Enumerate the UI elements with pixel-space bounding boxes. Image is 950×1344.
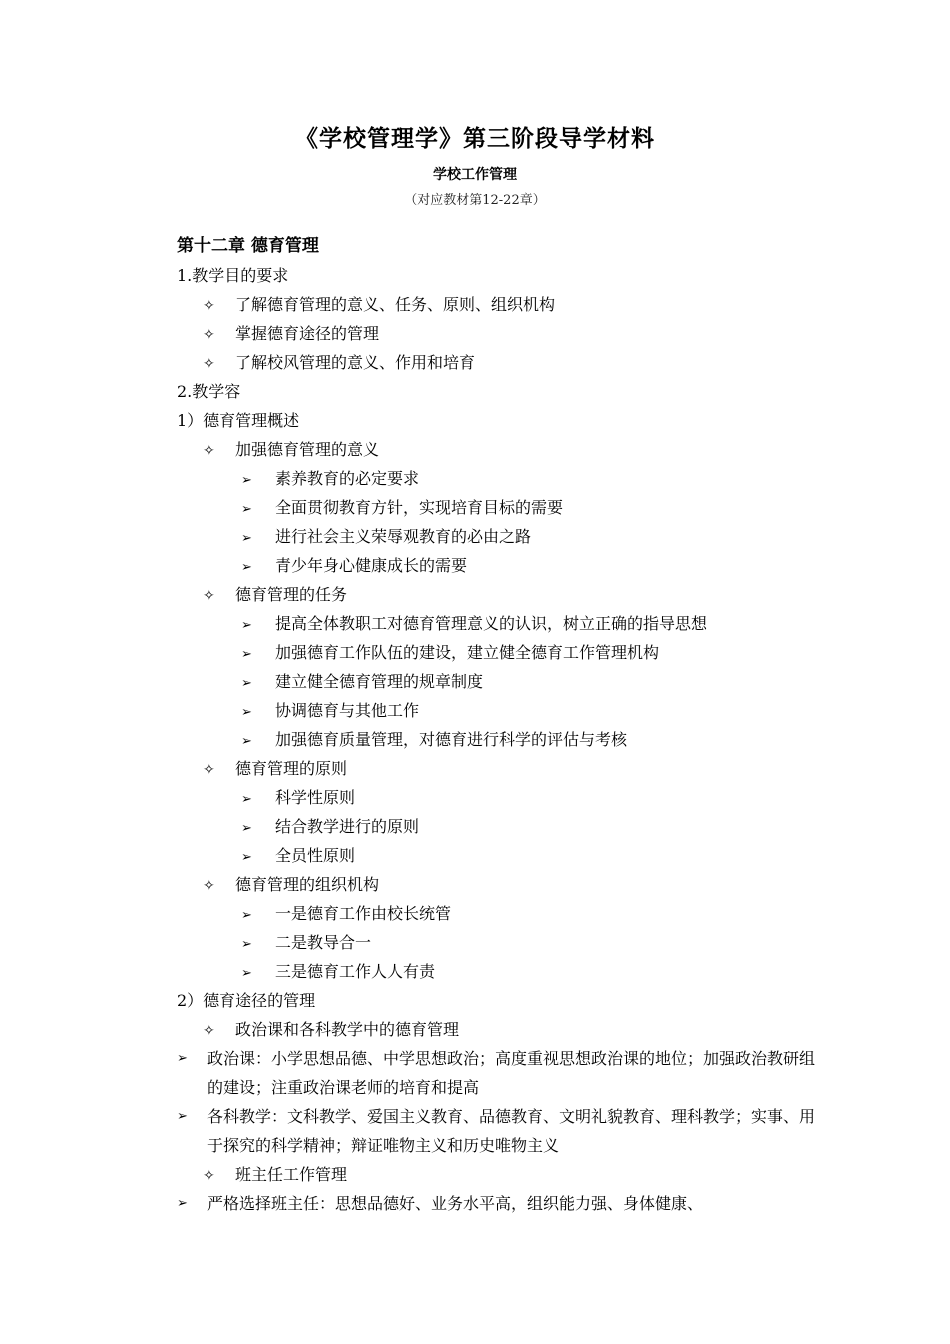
paragraph-item: ➢ 各科教学：文科教学、爱国主义教育、品德教育、文明礼貌教育、理科教学；实事、用于探究的科学精神；辩证唯物主义和历史唯物主义 <box>177 1102 817 1160</box>
section-heading: 2.教学容 <box>177 382 241 401</box>
diamond-bullet-icon: ✧ <box>203 298 215 314</box>
list-item: ➢ 协调德育与其他工作 <box>177 696 817 725</box>
arrow-bullet-icon: ➢ <box>177 1051 188 1066</box>
chapter-range-note: （对应教材第12-22章） <box>404 193 546 208</box>
list-item: ✧ 了解校风管理的意义、作用和培育 <box>177 348 817 377</box>
arrow-bullet-icon: ➢ <box>177 1196 188 1211</box>
page-subtitle: 学校工作管理 <box>433 167 517 183</box>
list-item: ➢ 全员性原则 <box>177 841 817 870</box>
list-item: ➢ 加强德育质量管理，对德育进行科学的评估与考核 <box>177 725 817 754</box>
arrow-bullet-icon: ➢ <box>241 734 252 749</box>
list-item: ➢ 三是德育工作人人有责 <box>177 957 817 986</box>
diamond-bullet-icon: ✧ <box>203 1023 215 1039</box>
group-heading: ✧ 德育管理的原则 <box>177 754 817 783</box>
subsection-heading: 1）德育管理概述 <box>177 411 300 430</box>
group-heading: ✧ 德育管理的组织机构 <box>177 870 817 899</box>
group-heading: ✧ 班主任工作管理 <box>177 1160 817 1189</box>
arrow-bullet-icon: ➢ <box>241 850 252 865</box>
diamond-bullet-icon: ✧ <box>203 1168 215 1184</box>
list-item: ✧ 了解德育管理的意义、任务、原则、组织机构 <box>177 290 817 319</box>
chapter-heading: 第十二章 德育管理 <box>177 236 319 256</box>
arrow-bullet-icon: ➢ <box>241 502 252 517</box>
arrow-bullet-icon: ➢ <box>241 966 252 981</box>
arrow-bullet-icon: ➢ <box>241 908 252 923</box>
list-item: ➢ 二是教导合一 <box>177 928 817 957</box>
arrow-bullet-icon: ➢ <box>241 705 252 720</box>
group-heading: ✧ 政治课和各科教学中的德育管理 <box>177 1015 817 1044</box>
arrow-bullet-icon: ➢ <box>241 473 252 488</box>
diamond-bullet-icon: ✧ <box>203 443 215 459</box>
document-body <box>177 232 817 1218</box>
list-item: ➢ 结合教学进行的原则 <box>177 812 817 841</box>
diamond-bullet-icon: ✧ <box>203 327 215 343</box>
subsection-heading: 2）德育途径的管理 <box>177 991 316 1010</box>
diamond-bullet-icon: ✧ <box>203 762 215 778</box>
list-item: ➢ 全面贯彻教育方针，实现培育目标的需要 <box>177 493 817 522</box>
arrow-bullet-icon: ➢ <box>241 531 252 546</box>
arrow-bullet-icon: ➢ <box>241 821 252 836</box>
list-item: ➢ 提高全体教职工对德育管理意义的认识，树立正确的指导思想 <box>177 609 817 638</box>
arrow-bullet-icon: ➢ <box>241 560 252 575</box>
list-item: ✧ 掌握德育途径的管理 <box>177 319 817 348</box>
diamond-bullet-icon: ✧ <box>203 878 215 894</box>
list-item: ➢ 加强德育工作队伍的建设，建立健全德育工作管理机构 <box>177 638 817 667</box>
paragraph-item: ➢ 严格选择班主任：思想品德好、业务水平高，组织能力强、身体健康、 <box>177 1189 817 1218</box>
arrow-bullet-icon: ➢ <box>241 647 252 662</box>
list-item: ➢ 进行社会主义荣辱观教育的必由之路 <box>177 522 817 551</box>
list-item: ➢ 青少年身心健康成长的需要 <box>177 551 817 580</box>
list-item: ➢ 科学性原则 <box>177 783 817 812</box>
list-item: ➢ 建立健全德育管理的规章制度 <box>177 667 817 696</box>
list-item: ➢ 素养教育的必定要求 <box>177 464 817 493</box>
paragraph-item: ➢ 政治课：小学思想品德、中学思想政治；高度重视思想政治课的地位；加强政治教研组的建设；注重政治课老师的培育和提高 <box>177 1044 817 1102</box>
diamond-bullet-icon: ✧ <box>203 356 215 372</box>
arrow-bullet-icon: ➢ <box>241 937 252 952</box>
diamond-bullet-icon: ✧ <box>203 588 215 604</box>
arrow-bullet-icon: ➢ <box>241 676 252 691</box>
arrow-bullet-icon: ➢ <box>177 1109 188 1124</box>
list-item: ➢ 一是德育工作由校长统管 <box>177 899 817 928</box>
arrow-bullet-icon: ➢ <box>241 792 252 807</box>
group-heading: ✧ 德育管理的任务 <box>177 580 817 609</box>
page-title: 《学校管理学》第三阶段导学材料 <box>295 126 655 152</box>
arrow-bullet-icon: ➢ <box>241 618 252 633</box>
section-heading: 1.教学目的要求 <box>177 266 289 285</box>
group-heading: ✧ 加强德育管理的意义 <box>177 435 817 464</box>
